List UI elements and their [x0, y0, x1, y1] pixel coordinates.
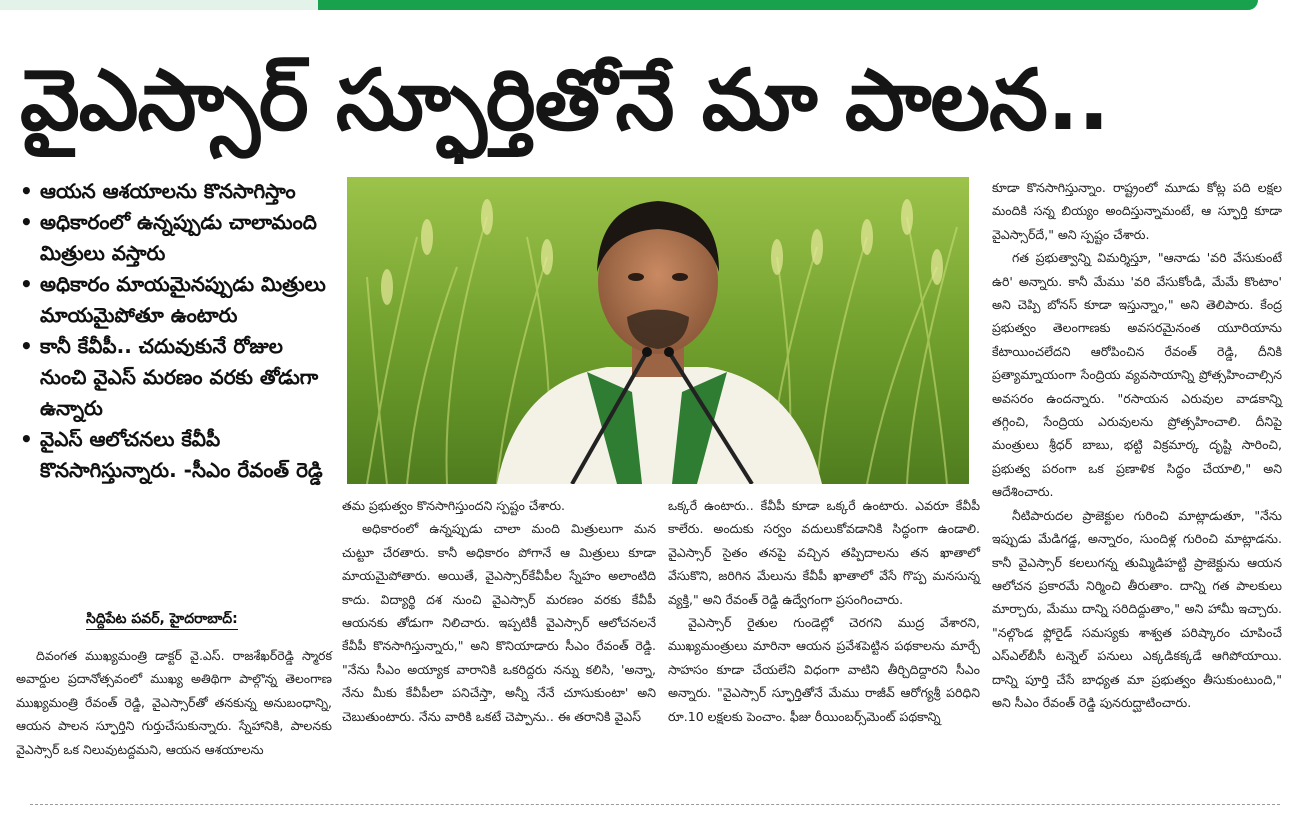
- article-paragraph: గత ప్రభుత్వాన్ని విమర్శిస్తూ, "ఆనాడు 'వరి వేసుకుంటే ఉరి' అన్నారు. కానీ మేము 'వరి వేసుకోండి, మేమే కొంటాం' అని చెప్పి బోనస్ కూడా ఇస్తున్నాం," అని తెలిపారు. కేంద్ర ప్రభుత్వం తెలంగాణకు అవసరమైనంత యూరియాను కేటాయించలేదని ఆరోపించిన రేవంత్ రెడ్డి, దీనికి ప్రత్యామ్నాయంగా సేంద్రియ వ్యవసాయాన్ని ప్రోత్సహించాల్సిన అవసరం ఉందన్నారు. "రసాయన ఎరువుల వాడకాన్ని తగ్గించి, సేంద్రియ ఎరువులను ప్రోత్సహించాలి. దీనిపై మంత్రులు శ్రీధర్ బాబు, భట్టి విక్రమార్క దృష్టి సారించి, ప్రభుత్వ పరంగా ఒక ప్రణాళిక సిద్ధం చేయాలి," అని ఆదేశించారు.: [992, 250, 1282, 500]
- bullet-icon: •: [20, 179, 33, 203]
- masthead-bar-green: [318, 0, 1258, 10]
- dateline: సిద్దిపేట పవర్, హైదరాబాద్:: [86, 609, 238, 630]
- highlight-item: [16, 269, 334, 331]
- news-photo: [347, 177, 969, 484]
- article-paragraph: వైఎస్సార్ రైతుల గుండెల్లో చెరగని ముద్ర వేశారని, ముఖ్యమంత్రులు మారినా ఆయన ప్రవేశపెట్టిన పథకాలను మార్చే సాహసం కూడా చేయలేని విధంగా వాటిని తీర్చిదిద్దారని సీఎం అన్నారు. "వైఎస్సార్ స్ఫూర్తితోనే మేము రాజీవ్ ఆరోగ్యశ్రీ పరిధిని రూ.10 లక్షలకు పెంచాం. ఫీజు రీయింబర్స్‌మెంట్ పథకాన్ని: [668, 615, 980, 724]
- highlight-text: అధికారం మాయమైనప్పుడు మిత్రులు మాయమైపోతూ ఉంటారు: [40, 272, 326, 327]
- highlight-item: [16, 207, 334, 269]
- bullet-icon: •: [20, 272, 33, 296]
- headline: వైఎస్సార్ స్ఫూర్తితోనే మా పాలన..: [20, 51, 1109, 149]
- article-column-2: [342, 494, 656, 728]
- highlight-text: ఆయన ఆశయాలను కొనసాగిస్తాం: [40, 179, 296, 203]
- highlight-item: [16, 176, 334, 207]
- article-column-4: [992, 176, 1282, 714]
- highlights-list: [16, 176, 334, 486]
- article-column-3: [668, 494, 980, 728]
- highlight-text: కానీ కేవీపీ.. చదువుకునే రోజుల నుంచి వైఎస్ మరణం వరకు తోడుగా ఉన్నారు: [40, 334, 319, 420]
- article-paragraph: అధికారంలో ఉన్నప్పుడు చాలా మంది మిత్రులుగా మన చుట్టూ చేరతారు. కానీ అధికారం పోగానే ఆ మిత్రులు కూడా మాయమైపోతారు. అయితే, వైఎస్సార్‌కేవీపీల స్నేహం అలాంటిది కాదు. విద్యార్థి దశ నుంచి వైఎస్సార్ మరణం వరకు కేవీపీ ఆయనకు తోడుగా నిలిచారు. ఇప్పటికీ వైఎస్సార్ ఆలోచనలనే కేవీపీ కొనసాగిస్తున్నారు," అని కొనియాడారు సీఎం రేవంత్ రెడ్డి. "నేను సీఎం అయ్యాక వారానికి ఒకరిద్దరు నన్ను కలిసి, 'అన్నా, నేను మీకు కేవీపీలా పనిచేస్తా, అన్నీ నేనే చూసుకుంటా' అని చెబుతుంటారు. నేను వారికి ఒకటే చెప్పాను.. ఈ తరానికి వైఎస్: [342, 521, 656, 724]
- article-paragraph: కూడా కొనసాగిస్తున్నాం. రాష్ట్రంలో మూడు కోట్ల పది లక్షల మందికి సన్న బియ్యం అందిస్తున్నామంటే, ఆ స్ఫూర్తి కూడా వైఎస్సార్‌దే," అని స్పష్టం చేశారు.: [992, 180, 1282, 242]
- bullet-icon: •: [20, 427, 33, 451]
- highlight-item: [16, 331, 334, 424]
- bullet-icon: •: [20, 334, 33, 358]
- article-paragraph: దివంగత ముఖ్యమంత్రి డాక్టర్ వై.ఎస్. రాజశేఖర్‌రెడ్డి స్మారక అవార్డుల ప్రదానోత్సవంలో ముఖ్య అతిథిగా పాల్గొన్న తెలంగాణ ముఖ్యమంత్రి రేవంత్ రెడ్డి, వైఎస్సార్‌తో తనకున్న అనుబంధాన్ని, ఆయన పాలన స్ఫూర్తిని గుర్తుచేసుకున్నారు. స్నేహానికి, పాలనకు వైఎస్సార్ ఒక నిలువుటద్దమని, ఆయన ఆశయాలను: [16, 648, 332, 757]
- article-paragraph: ఒక్కరే ఉంటారు.. కేవీపీ కూడా ఒక్కరే ఉంటారు. ఎవరూ కేవీపీ కాలేరు. అందుకు సర్వం వదులుకోవడానికి సిద్ధంగా ఉండాలి. వైఎస్సార్ సైతం తనపై వచ్చిన తప్పిదాలను తన ఖాతాలో వేసుకొని, జరిగిన మేలును కేవీపీ ఖాతాలో వేసే గొప్ప మనసున్న వ్యక్తి," అని రేవంత్ రెడ్డి ఉద్వేగంగా ప్రసంగించారు.: [668, 498, 980, 607]
- article-paragraph: తమ ప్రభుత్వం కొనసాగిస్తుందని స్పష్టం చేశారు.: [342, 498, 565, 513]
- highlight-text: అధికారంలో ఉన్నప్పుడు చాలామంది మిత్రులు వస్తారు: [40, 210, 317, 265]
- article-paragraph: నీటిపారుదల ప్రాజెక్టుల గురించి మాట్లాడుతూ, "నేను ఇప్పుడు మేడిగడ్డ, అన్నారం, సుందిళ్ల గురించి మాట్లాడను. కానీ వైఎస్సార్ కలలుగన్న తుమ్మిడిహట్టి ప్రాజెక్టును ఆయన ఆలోచన ప్రకారమే నిర్మించి తీరుతాం. దాన్ని గత పాలకులు మార్చారు, మేము దాన్ని సరిదిద్దుతాం," అని హామీ ఇచ్చారు. "నల్గొండ ఫ్లోరైడ్ సమస్యకు శాశ్వత పరిష్కారం చూపించే ఎస్ఎల్‌బీసీ టన్నెల్ పనులు ఎక్కడికక్కడే ఆగిపోయాయి. దాన్ని పూర్తి చేసే బాధ్యత మా ప్రభుత్వం తీసుకుంటుంది," అని సీఎం రేవంత్ రెడ్డి పునరుద్ఘాటించారు.: [992, 507, 1282, 710]
- highlight-item: [16, 424, 334, 486]
- highlight-text: వైఎస్ ఆలోచనలు కేవీపీ కొనసాగిస్తున్నారు. -సీఎం రేవంత్ రెడ్డి: [40, 427, 323, 482]
- article-column-1: [16, 644, 332, 761]
- bullet-icon: •: [20, 210, 33, 234]
- masthead-bar-light: [0, 0, 318, 10]
- bottom-divider: [30, 804, 1280, 805]
- masthead-bar: [0, 0, 1296, 10]
- speaker-photo-image: [347, 177, 969, 484]
